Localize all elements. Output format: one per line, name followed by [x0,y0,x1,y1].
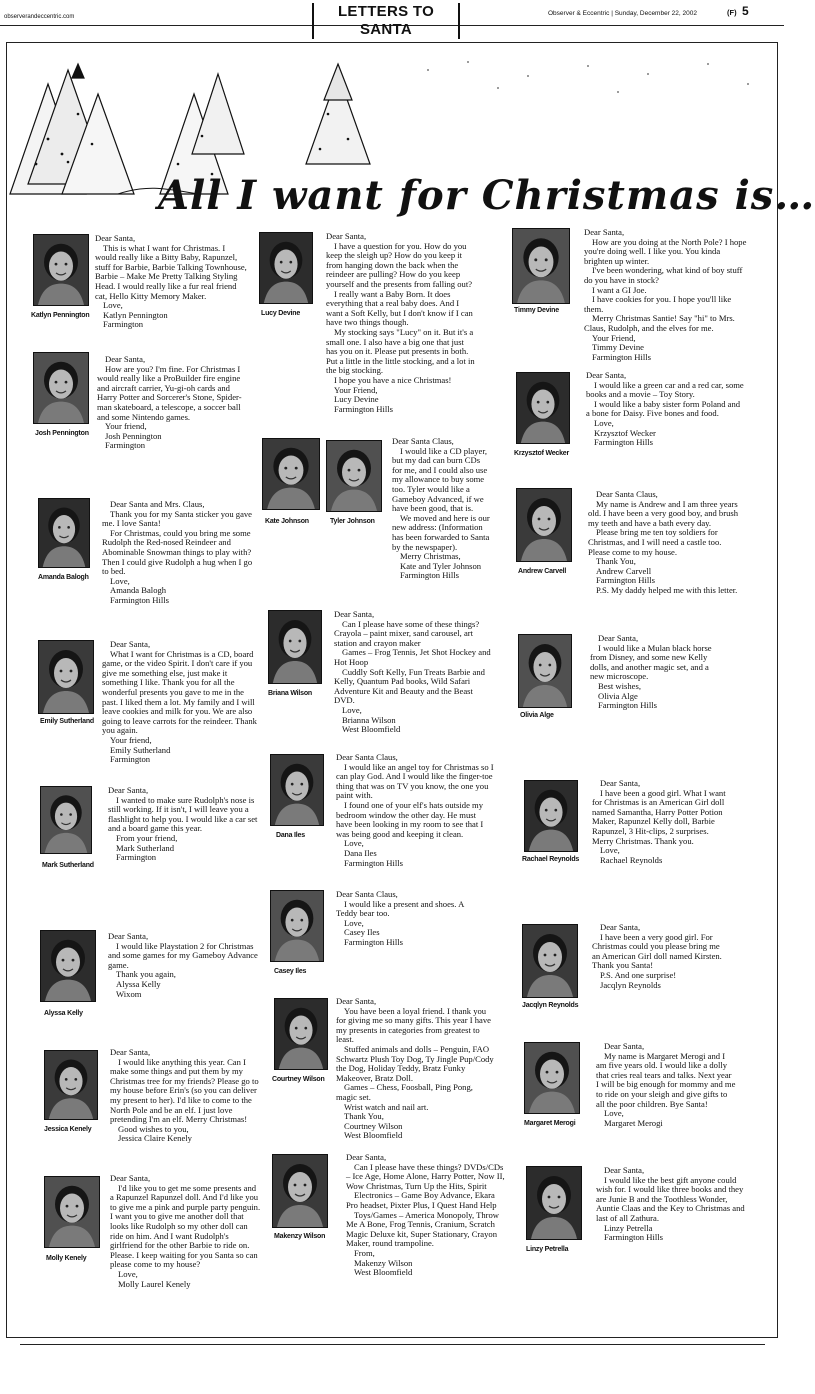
portrait-image [513,229,569,303]
photo-caption: Tyler Johnson [330,518,375,525]
letter-paragraph: Please bring me ten toy soldiers for Christmas, and I will need a castle too. Please come to my house. [588,527,722,557]
letter-paragraph: I hope you have a nice Christmas! [334,374,452,385]
letter-paragraph: Kate and Tyler Johnson [400,560,482,571]
child-photo [270,754,324,826]
letter-paragraph: Katlyn Pennington [103,309,168,320]
letter-paragraph: Dear Santa, [110,639,151,649]
letter-paragraph: Thank you again, [116,969,176,980]
letter-paragraph: Andrew Carvell [596,565,652,576]
photo-caption: Timmy Devine [514,307,559,314]
child-photo [512,228,570,304]
letter-paragraph: I would like a CD player, but my dad can burn CDs for me, and I could also use my allowance to buy some too. Tyler would like a Gameboy Advanced, if we have been good, that is. [392,445,488,514]
letter-paragraph: Farmington Hills [344,936,403,947]
letter-paragraph: Dana Iles [344,847,377,858]
letter-paragraph: I've been wondering, what kind of boy stuff do you have in stock? [584,265,743,285]
photo-caption: Rachael Reynolds [522,856,580,863]
letter-paragraph: I'd like you to get me some presents and a Rapunzel Rapunzel doll. And I'd like you to give me a pink and purple party penguin. I want you to give me another doll that looks like Rudolph so my other doll can ride on him. And I want Rudolph's girlfriend for the other Barbie to ride on. Please. I keep waiting for you Santa so can please come to my house? [110,1182,261,1270]
letter-paragraph: Dear Santa and Mrs. Claus, [110,499,205,509]
holiday-banner [8,44,815,219]
letter-text [334,610,492,735]
letter-paragraph: This is what I want for Christmas. I would really like a Bitty Baby, Rapunzel, stuff for Barbie, Barbie Talking Townhouse, Barbie – Make Me Pretty Talking Styling Head. I would really like a fur real friend cat, Hello Kitty Memory Maker. [95,242,247,301]
letter-text [108,932,258,999]
letter-paragraph: How are you? I'm fine. For Christmas I would really like a ProBuilder fire engine and aircraft carrier, Yu-gi-oh cards and Harry Potter and Sorcerer's Stone, Spider-man skateboard, a telescope, a soccer ball and some Nintendo games. [97,363,242,422]
portrait-image [271,755,323,825]
letter-paragraph: Casey Iles [344,927,380,938]
letter-paragraph: I would like anything this year. Can I make some things and put them by my Christmas tree for my friends? Please go to my house before Erin's (so you can deliver my present to her). I'd like to come to the North Pole and be an elf. I just love pretending I'm an elf. Merry Christmas! [110,1056,259,1125]
letter-paragraph: I have cookies for you. I hope you'll like them. [584,294,732,314]
letter-paragraph: Makenzy Wilson [354,1257,413,1268]
portrait-image [275,999,327,1069]
photo-caption: Briana Wilson [268,690,313,697]
letter-text [588,490,744,596]
letter-paragraph: I would like the best gift anyone could wish for. I would like three books and they are Junie B and the Toothless Wonder, Auntie Claas and the Key to Christmas and last of all Zathura. [596,1174,745,1223]
letter-paragraph: Rachael Reynolds [600,854,663,865]
photo-caption: Mark Sutherland [42,862,94,869]
photo-caption: Kate Johnson [265,518,309,525]
letter-paragraph: Good wishes to you, [118,1123,189,1134]
child-photo [259,232,313,304]
letter-paragraph: Your Friend, [334,384,378,395]
letter-paragraph: Love, [344,917,364,928]
letter-paragraph: Jessica Claire Kenely [118,1133,192,1144]
portrait-image [39,641,93,713]
letter-paragraph: My name is Andrew and I am three years old. I have been a very good boy, and brush my teeth and have a bath every day. [588,498,739,528]
letter-paragraph: Dear Santa, [110,1047,151,1057]
letter-paragraph: Toys/Games – America Monopoly, Throw Me A Bone, Frog Tennis, Cranium, Scratch Magic Deluxe kit, Super Stationary, Crayon Maker, round trampoline. [346,1209,499,1249]
child-photo [262,438,320,510]
photo-caption: Lucy Devine [261,310,301,317]
child-photo [272,1154,328,1228]
letter-paragraph: Farmington [116,852,157,863]
letter-paragraph: I would like a green car and a red car, some books and a movie – Toy Story. [586,379,744,400]
photo-caption: Emily Sutherland [40,718,94,725]
portrait-image [519,635,571,707]
letter-paragraph: Dear Santa, [604,1165,645,1175]
letter-paragraph: Stuffed animals and dolls – Penguin, FAO Schwartz Plush Toy Dog, Ty Jingle Pup/Cody the Dog, Holiday Teddy, Bratz Funky Makeover, Bratz Doll. [336,1043,494,1083]
photo-caption: Krzysztof Wecker [514,450,570,457]
letter-text [336,753,494,868]
photo-caption: Jessica Kenely [44,1126,92,1133]
letter-text [592,923,722,990]
letter-paragraph: Lucy Devine [334,394,379,405]
letter-paragraph: I would like Playstation 2 for Christmas and some games for my Gameboy Advance game. [108,940,258,970]
letter-paragraph: Dear Santa, [586,370,627,380]
letter-paragraph: Love, [110,575,130,586]
letter-text [592,779,732,865]
letter-text [590,634,720,711]
photo-caption: Alyssa Kelly [44,1010,83,1017]
letter-paragraph: Farmington Hills [594,437,653,448]
letter-text [326,232,476,414]
child-photo [526,1166,582,1240]
letter-paragraph: I wanted to make sure Rudolph's nose is still working. If it isn't, I will leave you a flashlight to help you. I would like a car set and a board game this year. [108,794,258,834]
letter-text [110,1048,260,1144]
child-photo [516,372,570,444]
letter-paragraph: Linzy Petrella [604,1222,653,1233]
letter-paragraph: Love, [103,300,123,311]
letter-paragraph: Timmy Devine [592,342,644,353]
photo-caption: Molly Kenely [46,1255,87,1262]
site-url[interactable]: observerandeccentric.com [4,14,75,20]
portrait-image [527,1167,581,1239]
portrait-image [525,1043,579,1113]
letter-paragraph: Dear Santa, [326,231,367,241]
letter-paragraph: What I want for Christmas is a CD, board game, or the video Spirit. I don't care if you give me something else, just make it something I like. Thank you for all the wonderful presents you gave to me in the past. I liked them a lot. My family and I will leave cookies and milk for you. We are also going to leave carrots for the reindeer. Thank you again. [102,648,257,736]
child-photo [524,780,578,852]
letter-paragraph: Courtney Wilson [344,1120,403,1131]
portrait-image [45,1051,97,1119]
child-photo [268,610,322,684]
letter-paragraph: Cuddly Soft Kelly, Fun Treats Barbie and Kelly, Quantum Pad books, Wild Safari Adventure Kit and Beauty and the Beast DVD. [334,666,485,706]
letter-paragraph: Farmington Hills [598,700,657,711]
letter-paragraph: Love, [600,845,620,856]
letter-paragraph: Alyssa Kelly [116,978,161,989]
letter-paragraph: Farmington Hills [604,1232,663,1243]
letter-paragraph: I have been a very good girl. For Christmas could you please bring me an American Girl doll named Kirsten. Thank you Santa! [592,931,722,971]
portrait-image [34,353,88,423]
letter-text [584,228,748,362]
letter-text [97,355,252,451]
footer-rule [20,1344,765,1345]
letter-paragraph: I found one of your elf's hats outside my bedroom window the other day. He must have been looking in my room to see that I was being good and keeping it clean. [336,799,484,839]
letter-paragraph: Your Friend, [592,332,636,343]
letter-paragraph: Mark Sutherland [116,842,174,853]
masthead [0,0,784,38]
letter-text [336,890,486,948]
child-photo [518,634,572,708]
child-photo [326,440,382,512]
letter-paragraph: My name is Margaret Merogi and I am five years old. I would like a dolly that cries real tears and talks. Next year I will be big enough for mommy and me to ride on your sleigh and give gifts to all the poor children. Bye Santa! [596,1050,736,1109]
letter-paragraph: Dear Santa, [105,354,146,364]
letter-paragraph: Your friend, [110,734,152,745]
letter-paragraph: Dear Santa, [600,778,641,788]
letter-paragraph: Olivia Alge [598,690,638,701]
child-photo [40,930,96,1002]
portrait-image [523,925,577,997]
letter-paragraph: Love, [594,417,614,428]
letter-text [108,786,258,863]
portrait-image [263,439,319,509]
letter-text [392,437,490,581]
letter-paragraph: I have been a good girl. What I want for Christmas is an American Girl doll named Samantha, Harry Potter Potion Maker, Rapunzel Kelly doll, Barbie Rapunzel, 3 Hit-clips, 2 surprises. Merry Christmas. Thank you. [592,787,726,846]
portrait-image [41,787,91,853]
child-photo [522,924,578,998]
portrait-image [45,1177,99,1247]
letter-paragraph: Dear Santa, [346,1152,387,1162]
letter-paragraph: Farmington [105,440,146,451]
portrait-image [525,781,577,851]
letter-paragraph: I would like a baby sister form Poland and a bone for Daisy. Five bones and food. [586,398,741,419]
photo-caption: Makenzy Wilson [274,1233,326,1240]
letter-paragraph: My stocking says "Lucy" on it. But it's a small one. I also have a big one that just has you on it. Please put presents in both. Put a little in the little stocking, and a lot in the big stocking. [326,326,475,376]
letter-paragraph: Amanda Balogh [110,585,167,596]
letter-paragraph: Molly Laurel Kenely [118,1278,191,1289]
page-headline: All I want for Christmas is… [158,172,815,219]
photo-caption: Casey Iles [274,968,307,975]
child-photo [33,352,89,424]
letter-text [102,640,257,765]
child-photo [38,640,94,714]
section-letter: (F) [727,8,737,17]
letter-paragraph: Can I please have these things? DVDs/CDs – Ice Age, Home Alone, Harry Potter, Now II, Wow Christmas, Turn Up the Hits, Spirit [346,1161,505,1191]
portrait-image [41,931,95,1001]
child-photo [33,234,89,306]
letter-paragraph: Dear Santa, [336,996,377,1006]
letter-paragraph: Dear Santa Claus, [336,889,398,899]
letter-paragraph: Your friend, [105,421,147,432]
letter-paragraph: Dear Santa Claus, [392,436,454,446]
letter-paragraph: West Bloomfield [344,1130,403,1141]
child-photo [40,786,92,854]
letter-paragraph: Dear Santa, [108,785,149,795]
portrait-image [273,1155,327,1227]
letter-paragraph: Dear Santa, [334,609,375,619]
child-photo [274,998,328,1070]
letter-paragraph: Love, [342,704,362,715]
letter-paragraph: Farmington Hills [334,403,393,414]
photo-caption: Andrew Carvell [518,568,567,575]
photo-caption: Dana Iles [276,832,305,839]
letter-paragraph: P.S. My daddy helped me with this letter. [596,584,738,595]
child-photo [516,488,572,562]
portrait-image [271,891,323,961]
letter-paragraph: Love, [118,1268,138,1279]
letter-text [110,1174,262,1289]
photo-caption: Amanda Balogh [38,574,89,581]
letter-paragraph: Wrist watch and nail art. [344,1101,429,1112]
letter-text [596,1042,736,1128]
letter-paragraph: Dear Santa Claus, [336,752,398,762]
letter-paragraph: Merry Christmas, [400,551,461,562]
letter-paragraph: Wixom [116,988,142,999]
letter-paragraph: Thank You, [596,556,636,567]
portrait-image [517,489,571,561]
child-photo [44,1176,100,1248]
letter-paragraph: Best wishes, [598,680,641,691]
letter-text [95,234,248,330]
letter-paragraph: For Christmas, could you bring me some Rudolph the Red-nosed Reindeer and Abominable Snowman things to play with? Then I could give Rudolph a hug when I go to bed. [102,527,253,577]
letter-paragraph: I would like a Mulan black horse from Disney, and some new Kelly dolls, and another magic set, and a new microscope. [590,642,712,682]
letter-paragraph: I want a GI Joe. [592,284,647,295]
child-photo [270,890,324,962]
portrait-image [327,441,381,511]
letter-paragraph: I would like a present and shoes. A Teddy bear too. [336,898,464,919]
letter-paragraph: We moved and here is our new address: (Information has been forwarded to Santa by the newspaper). [392,512,490,552]
letter-paragraph: Farmington Hills [592,351,651,362]
letter-paragraph: Games – Chess, Foosball, Ping Pong, magic set. [336,1082,473,1102]
letter-paragraph: Farmington Hills [110,594,169,605]
letter-paragraph: Margaret Merogi [604,1117,663,1128]
photo-caption: Courtney Wilson [272,1076,325,1083]
letter-paragraph: You have been a loyal friend. I thank you for giving me so many gifts. This year I have my presents in categories from greatest to least. [336,1005,491,1045]
letter-text [586,371,746,448]
letter-paragraph: Games – Frog Tennis, Jet Shot Hockey and Hot Hoop [334,647,491,667]
letter-text [336,997,496,1141]
portrait-image [269,611,321,683]
letter-text [596,1166,750,1243]
letter-text [102,500,257,606]
child-photo [524,1042,580,1114]
letter-paragraph: Farmington Hills [400,570,459,581]
letter-paragraph: I have a question for you. How do you keep the sleigh up? How do you keep it from hanging down the back when the reindeer are pulling? How do you keep yourself and the presents from falling out? [326,240,473,289]
page-number: 5 [742,4,749,18]
letter-paragraph: From your friend, [116,832,178,843]
letter-paragraph: I really want a Baby Born. It does everything that a real baby does. And I want a Soft Kelly, but I don't know if I can have two things though. [326,288,473,328]
letter-text [346,1153,506,1278]
portrait-image [34,235,88,305]
letter-paragraph: Thank you for my Santa sticker you gave me. I love Santa! [102,508,252,529]
letter-paragraph: Dear Santa, [604,1041,645,1051]
letter-paragraph: Dear Santa, [584,227,625,237]
letter-paragraph: Farmington [110,754,151,765]
photo-caption: Josh Pennington [35,430,89,437]
letter-paragraph: From, [354,1247,375,1258]
letter-paragraph: West Bloomfield [354,1267,413,1278]
letter-paragraph: Dear Santa, [598,633,639,643]
letter-paragraph: How are you doing at the North Pole? I hope you're doing well. I like you. You kinda brighten up winter. [584,236,747,266]
letter-paragraph: Farmington [103,319,144,330]
portrait-image [260,233,312,303]
letter-paragraph: Can I please have some of these things? Crayola – paint mixer, sand carousel, art station and crayon maker [334,618,480,648]
portrait-image [517,373,569,443]
section-title: LETTERS TO SANTA [312,3,460,39]
portrait-image [39,499,89,567]
photo-caption: Katlyn Pennington [31,312,90,319]
photo-caption: Jacqlyn Reynolds [522,1002,579,1009]
letter-paragraph: Electronics – Game Boy Advance, Ekara Pro headset, Pixter Plus, I Quest Hand Help [346,1190,497,1210]
letter-paragraph: Dear Santa Claus, [596,489,658,499]
child-photo [44,1050,98,1120]
letter-paragraph: Farmington Hills [596,575,655,586]
letter-paragraph: Josh Pennington [105,430,162,441]
letter-paragraph: Dear Santa, [108,931,149,941]
photo-caption: Margaret Merogi [524,1120,576,1127]
letter-paragraph: Jacqlyn Reynolds [600,979,661,990]
photo-caption: Olivia Alge [520,712,554,719]
letter-paragraph: P.S. And one surprise! [600,969,677,980]
letter-paragraph: Farmington Hills [344,857,403,868]
letter-paragraph: Krzysztof Wecker [594,427,656,438]
dateline: Observer & Eccentric | Sunday, December 22, 2002 [548,10,697,17]
letter-paragraph: Love, [344,838,364,849]
photo-caption: Linzy Petrella [526,1246,569,1253]
letter-paragraph: Love, [604,1108,624,1119]
letter-paragraph: Thank You, [344,1111,384,1122]
letter-paragraph: Brianna Wilson [342,714,396,725]
letter-paragraph: I would like an angel toy for Christmas so I can play God. And I would like the finger-toe thing that was on TV you know, the one you paint with. [336,761,494,801]
letter-paragraph: Dear Santa, [110,1173,151,1183]
letter-paragraph: Merry Christmas Santie! Say "hi" to Mrs. Claus, Rudolph, and the elves for me. [584,313,735,333]
child-photo [38,498,90,568]
letter-paragraph: Dear Santa, [600,922,641,932]
letter-paragraph: Emily Sutherland [110,744,171,755]
letter-paragraph: West Bloomfield [342,724,401,735]
letter-paragraph: Dear Santa, [95,233,136,243]
